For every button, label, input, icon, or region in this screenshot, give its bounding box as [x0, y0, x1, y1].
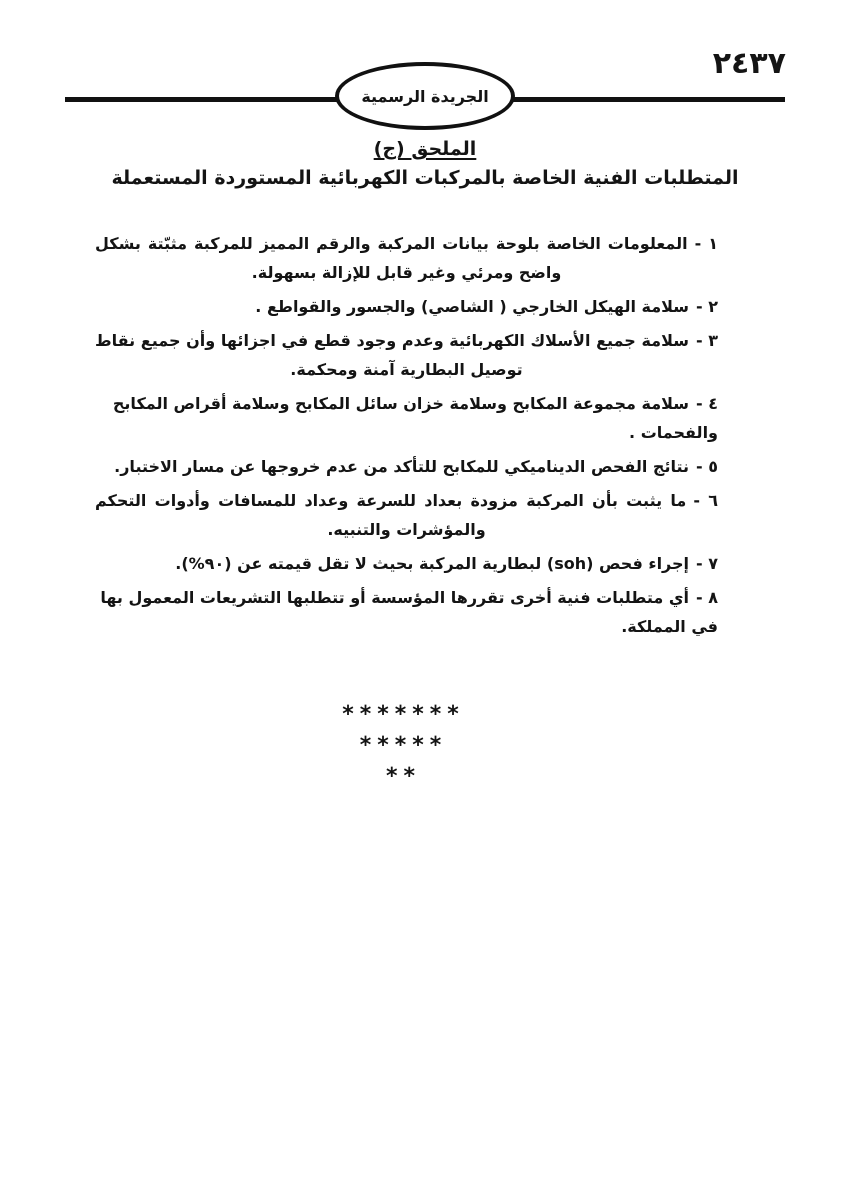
- document-title: [0, 167, 850, 189]
- item-marker: ٣ -: [695, 331, 718, 350]
- requirement-item-3: [95, 326, 718, 384]
- item-marker: ٦ -: [693, 491, 718, 510]
- item-marker: ١ -: [694, 234, 719, 253]
- gazette-seal: [335, 62, 515, 130]
- item-marker: ٤ -: [696, 394, 718, 413]
- document-title-text: المتطلبات الفنية الخاصة بالمركبات الكهربائية المستوردة المستعملة: [111, 167, 739, 189]
- separator-row: **: [385, 764, 421, 789]
- appendix-title: الملحق (ج): [373, 138, 477, 160]
- item-text: سلامة جميع الأسلاك الكهربائية وعدم وجود قطع في اجزائها وأن جميع نقاط توصيل البطارية آمنة ومحكمة.: [95, 331, 689, 379]
- requirement-item-6: [95, 486, 718, 544]
- item-marker: ٨ -: [696, 588, 718, 607]
- item-marker: ٢ -: [696, 297, 718, 316]
- item-text: المعلومات الخاصة بلوحة بيانات المركبة والرقم المميز للمركبة مثبّتة بشكل واضح ومرئي وغير قابل للإزالة بسهولة.: [95, 234, 688, 282]
- item-marker: ٥ -: [696, 457, 718, 476]
- requirement-item-4: [95, 389, 718, 447]
- requirement-item-2: [95, 292, 718, 321]
- item-text: نتائج الفحص الديناميكي للمكابح للتأكد من عدم خروجها عن مسار الاختبار.: [114, 457, 690, 476]
- footer-separator: [95, 699, 718, 792]
- requirement-item-8: [95, 583, 718, 641]
- item-marker: ٧ -: [696, 554, 718, 573]
- gazette-seal-label: الجريدة الرسمية: [361, 86, 489, 106]
- item-text: إجراء فحص (soh) لبطارية المركبة بحيث لا تقل قيمته عن (٩٠%).: [175, 554, 690, 573]
- document-heading: [0, 138, 850, 189]
- requirement-item-7: [95, 549, 718, 578]
- page-number: ٢٤٣٧: [712, 46, 786, 81]
- requirement-item-1: [95, 229, 718, 287]
- separator-row: *****: [359, 733, 448, 758]
- item-text: سلامة الهيكل الخارجي ( الشاصي) والجسور والقواطع .: [255, 297, 690, 316]
- requirement-item-5: [95, 452, 718, 481]
- requirements-list: [95, 229, 718, 646]
- separator-row: *******: [342, 702, 465, 727]
- item-text: أي متطلبات فنية أخرى تقررها المؤسسة أو تتطلبها التشريعات المعمول بها في المملكة.: [100, 588, 718, 636]
- item-text: سلامة مجموعة المكابح وسلامة خزان سائل المكابح وسلامة أقراص المكابح والفحمات .: [112, 394, 718, 442]
- item-text: ما يثبت بأن المركبة مزودة بعداد للسرعة وعداد للمسافات وأدوات التحكم والمؤشرات والتنبيه.: [95, 491, 687, 539]
